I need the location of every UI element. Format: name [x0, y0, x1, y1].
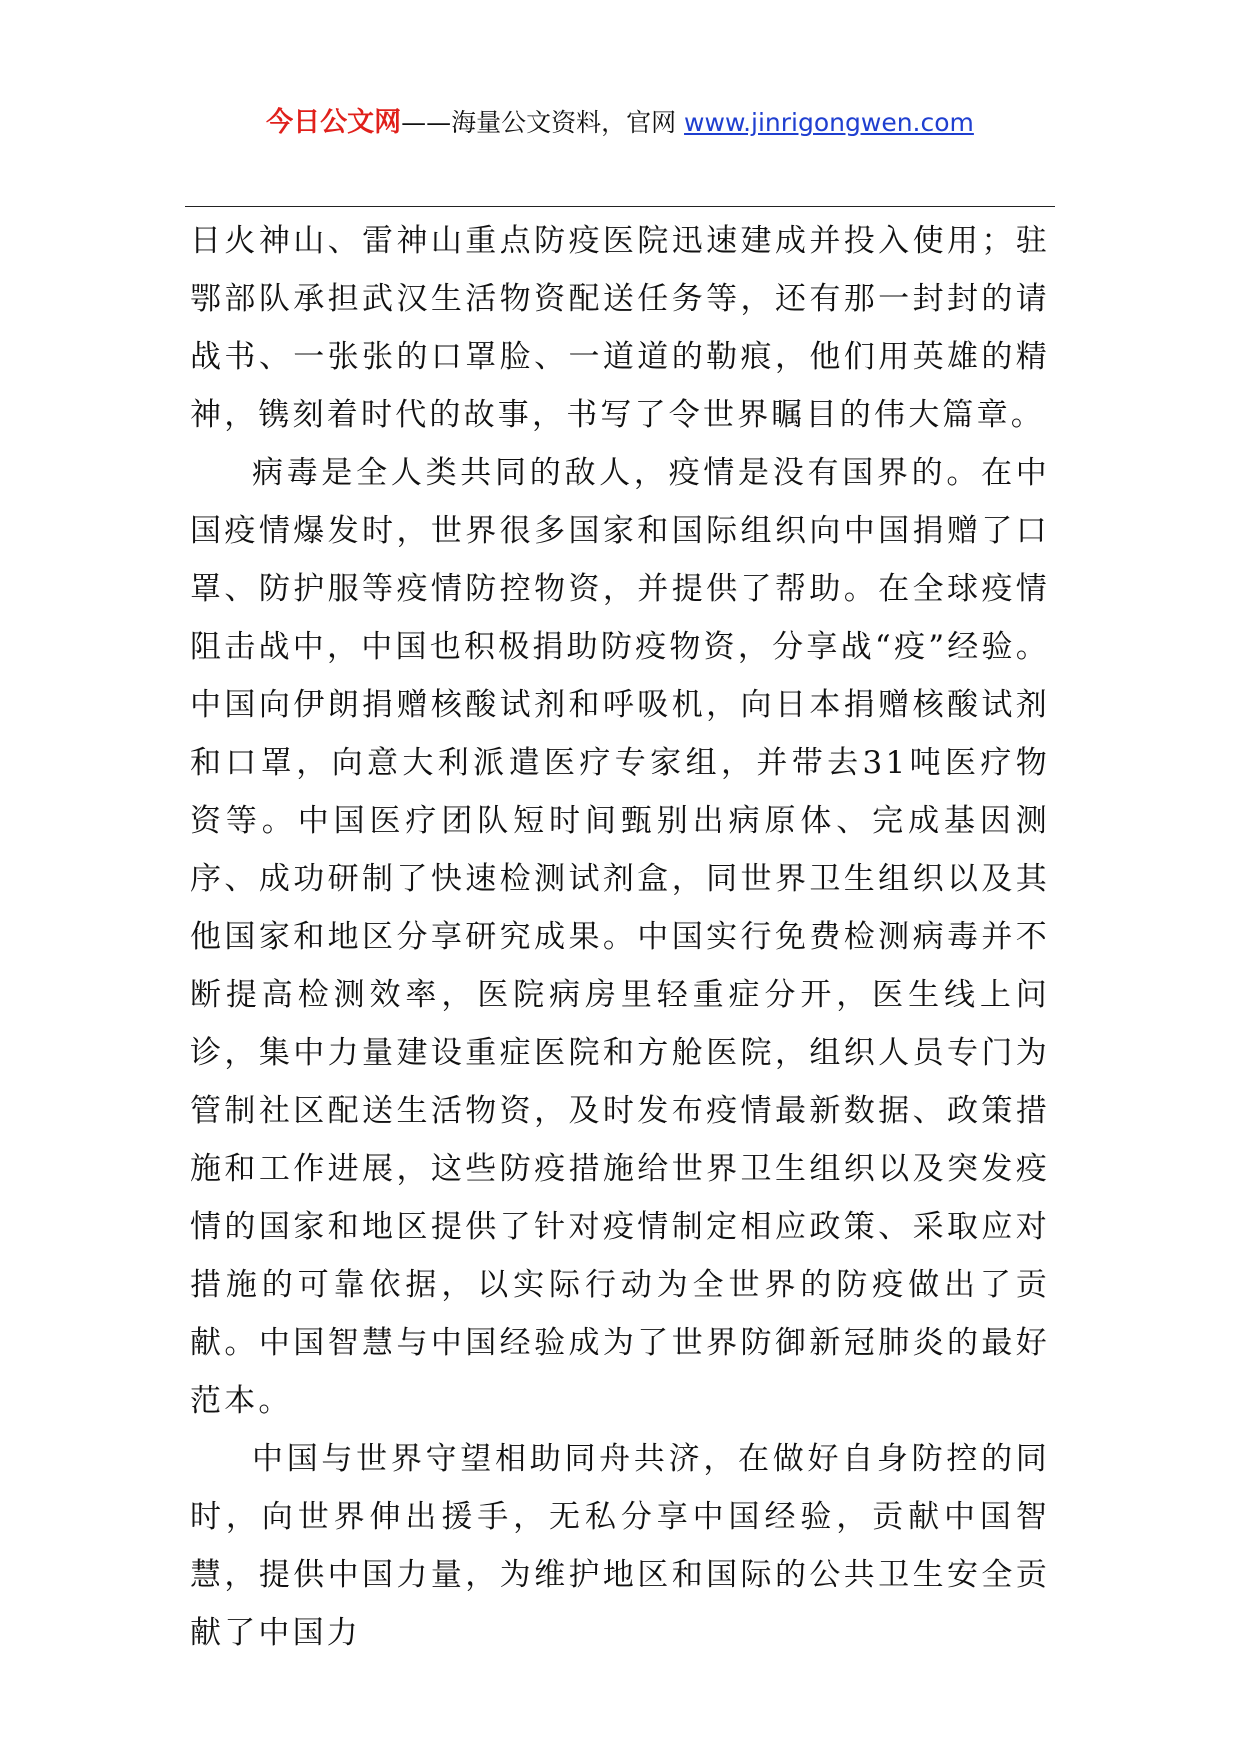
site-brand: 今日公文网 — [266, 107, 402, 138]
paragraph-2: 病毒是全人类共同的敌人，疫情是没有国界的。在中国疫情爆发时，世界很多国家和国际组织向中国捐赠了口罩、防护服等疫情防控物资，并提供了帮助。在全球疫情阻击战中，中国也积极捐助防疫物资，分享战“疫”经验。中国向伊朗捐赠核酸试剂和呼吸机，向日本捐赠核酸试剂和口罩，向意大利派遣医疗专家组，并带去31吨医疗物资等。中国医疗团队短时间甄别出病原体、完成基因测序、成功研制了快速检测试剂盒，同世界卫生组织以及其他国家和地区分享研究成果。中国实行免费检测病毒并不断提高检测效率，医院病房里轻重症分开，医生线上问诊，集中力量建设重症医院和方舱医院，组织人员专门为管制社区配送生活物资，及时发布疫情最新数据、政策措施和工作进展，这些防疫措施给世界卫生组织以及突发疫情的国家和地区提供了针对疫情制定相应政策、采取应对措施的可靠依据，以实际行动为全世界的防疫做出了贡献。中国智慧与中国经验成为了世界防御新冠肺炎的最好范本。 — [190, 455, 1050, 1419]
document-body — [190, 212, 1050, 1662]
site-url-link[interactable]: www.jinrigongwen.com — [684, 108, 974, 137]
site-tagline: ——海量公文资料，官网 — [401, 108, 685, 137]
header-divider — [185, 206, 1055, 207]
page-header — [0, 106, 1240, 140]
paragraph-3: 中国与世界守望相助同舟共济，在做好自身防控的同时，向世界伸出援手，无私分享中国经验，贡献中国智慧，提供中国力量，为维护地区和国际的公共卫生安全贡献了中国力 — [190, 1441, 1050, 1651]
paragraph-1: 日火神山、雷神山重点防疫医院迅速建成并投入使用；驻鄂部队承担武汉生活物资配送任务等，还有那一封封的请战书、一张张的口罩脸、一道道的勒痕，他们用英雄的精神，镌刻着时代的故事，书写了令世界瞩目的伟大篇章。 — [190, 223, 1050, 433]
